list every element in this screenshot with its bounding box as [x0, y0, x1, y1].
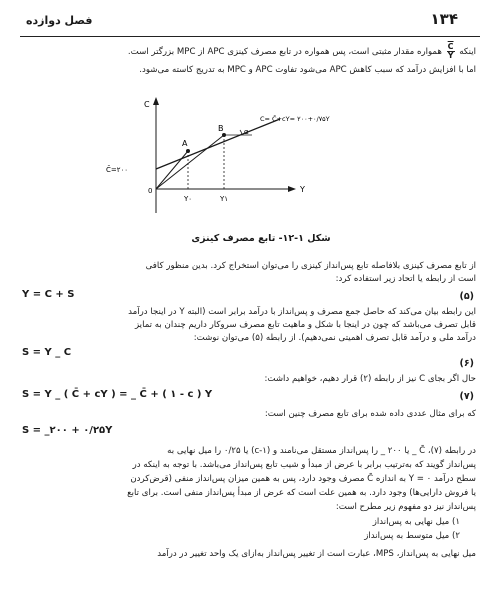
para1-line-2: است از رابطه یا اتحاد زیر استفاده کرد:: [335, 274, 476, 284]
intro-line-2: اما با افزایش درآمد که سبب کاهش APC می‌شود تفاوت APC و MPC به تدریج کاسته می‌شود.: [139, 65, 476, 75]
para5-line-4: یا فروش دارایی‌ها) وجود دارد. به همین علت است که عرض از مبدأ پس‌انداز منفی است. برای تابع: [127, 488, 476, 498]
para6-line-1: میل نهایی به پس‌انداز، MPS، عبارت است از تغییر پس‌انداز به‌ازای یک واحد تغییر در درآمد: [157, 549, 476, 559]
ray-to-a: [156, 151, 188, 189]
para4-line-1: که برای مثال عددی داده شده برای تابع مصرف چنین است:: [264, 409, 476, 419]
equation-6: S = Y _ C: [22, 347, 72, 358]
x-tick-y0: Y۰: [184, 195, 193, 203]
x-axis-arrow: [288, 186, 296, 192]
para2-line-2: قابل تصرف می‌باشد که چون در اینجا با شکل و ماهیت تابع مصرف سروکار داریم چندان به تمایز: [134, 320, 476, 330]
para3-line-1: حال اگر بجای C نیز از رابطه (۲) قرار دهیم، خواهیم داشت:: [264, 374, 476, 384]
equation-7-number: (۷): [459, 391, 474, 402]
list-item-1: ۱) میل نهایی به پس‌انداز: [372, 517, 460, 527]
y-axis-arrow: [153, 97, 159, 105]
figure-caption: شکل ۱-۱۲- تابع مصرف کینزی: [191, 233, 331, 244]
chapter-title: فصل دوازده: [26, 14, 93, 27]
ray-to-b: [156, 135, 224, 189]
para5-line-2: پس‌انداز گویند که به‌ترتیب برابر با عرض از مبدأ و شیب تابع پس‌انداز می‌باشد. با توجه به اینکه در: [132, 460, 476, 470]
equation-5-number: (۵): [459, 291, 474, 302]
equation-7: S = Y _ ( C̄ + cY ) = _ C̄ + ( ۱ - c ) Y: [22, 389, 213, 400]
para5-line-1: در رابطه (۷)، C̄ _ یا ۲۰۰ _ را پس‌انداز مستقل می‌نامند و (c-۱) یا ۰/۲۵ را میل نهایی به: [167, 446, 476, 456]
c-over-y-fraction: $\frac{C}{Y}$: [447, 42, 454, 60]
point-a-dot: [186, 149, 190, 153]
header-rule: [20, 36, 480, 37]
page-number: ۱۳۴: [430, 10, 458, 28]
equation-6-number: (۶): [459, 358, 474, 369]
point-b-label: B: [218, 124, 224, 133]
y-axis-label: C: [144, 100, 150, 109]
function-label: C= C̄+cY= ۲۰۰+۰/۷۵Y: [260, 115, 330, 123]
origin-label: 0: [148, 187, 153, 195]
para1-line-1: از تابع مصرف کینزی بلافاصله تابع پس‌انداز کینزی را می‌توان استخراج کرد. بدین منظور کافی: [145, 261, 476, 271]
para2-line-1: این رابطه بیان می‌کند که حاصل جمع مصرف و پس‌انداز با درآمد برابر است (البته Y در اینجا درآمد: [128, 307, 476, 317]
equation-8: S = _۲۰۰ + ۰/۲۵Y: [22, 425, 113, 436]
intercept-label: C̄=۲۰۰: [106, 166, 129, 174]
angle-label: α: [244, 128, 249, 136]
para5-line-5: پس‌انداز نیز دو مفهوم زیر مطرح است:: [335, 502, 476, 512]
para2-line-3: درآمد ملی و درآمد قابل تصرف اهمیتی نمی‌دهیم). از رابطه (۵) می‌توان نوشت:: [193, 333, 476, 343]
point-b-dot: [222, 133, 226, 137]
keynesian-consumption-figure: [106, 93, 380, 221]
list-item-2: ۲) میل متوسط به پس‌انداز: [364, 531, 460, 541]
page-header: [20, 8, 480, 34]
x-axis-label: Y: [300, 185, 305, 194]
para5-line-3: سطح درآمد Y = ۰ به اندازه C̄ مصرف وجود دارد، پس به همین میزان پس‌انداز منفی (قرض‌کردن: [130, 474, 476, 484]
equation-5: Y = C + S: [22, 289, 75, 300]
intro-line-1: اینکه $\frac{C}{Y}$ همواره مقدار مثبتی است، پس همواره در تابع مصرف کینزی APC از MPC بزرگتر است.: [127, 42, 476, 60]
x-tick-y1: Y۱: [220, 195, 229, 203]
point-a-label: A: [182, 139, 188, 148]
